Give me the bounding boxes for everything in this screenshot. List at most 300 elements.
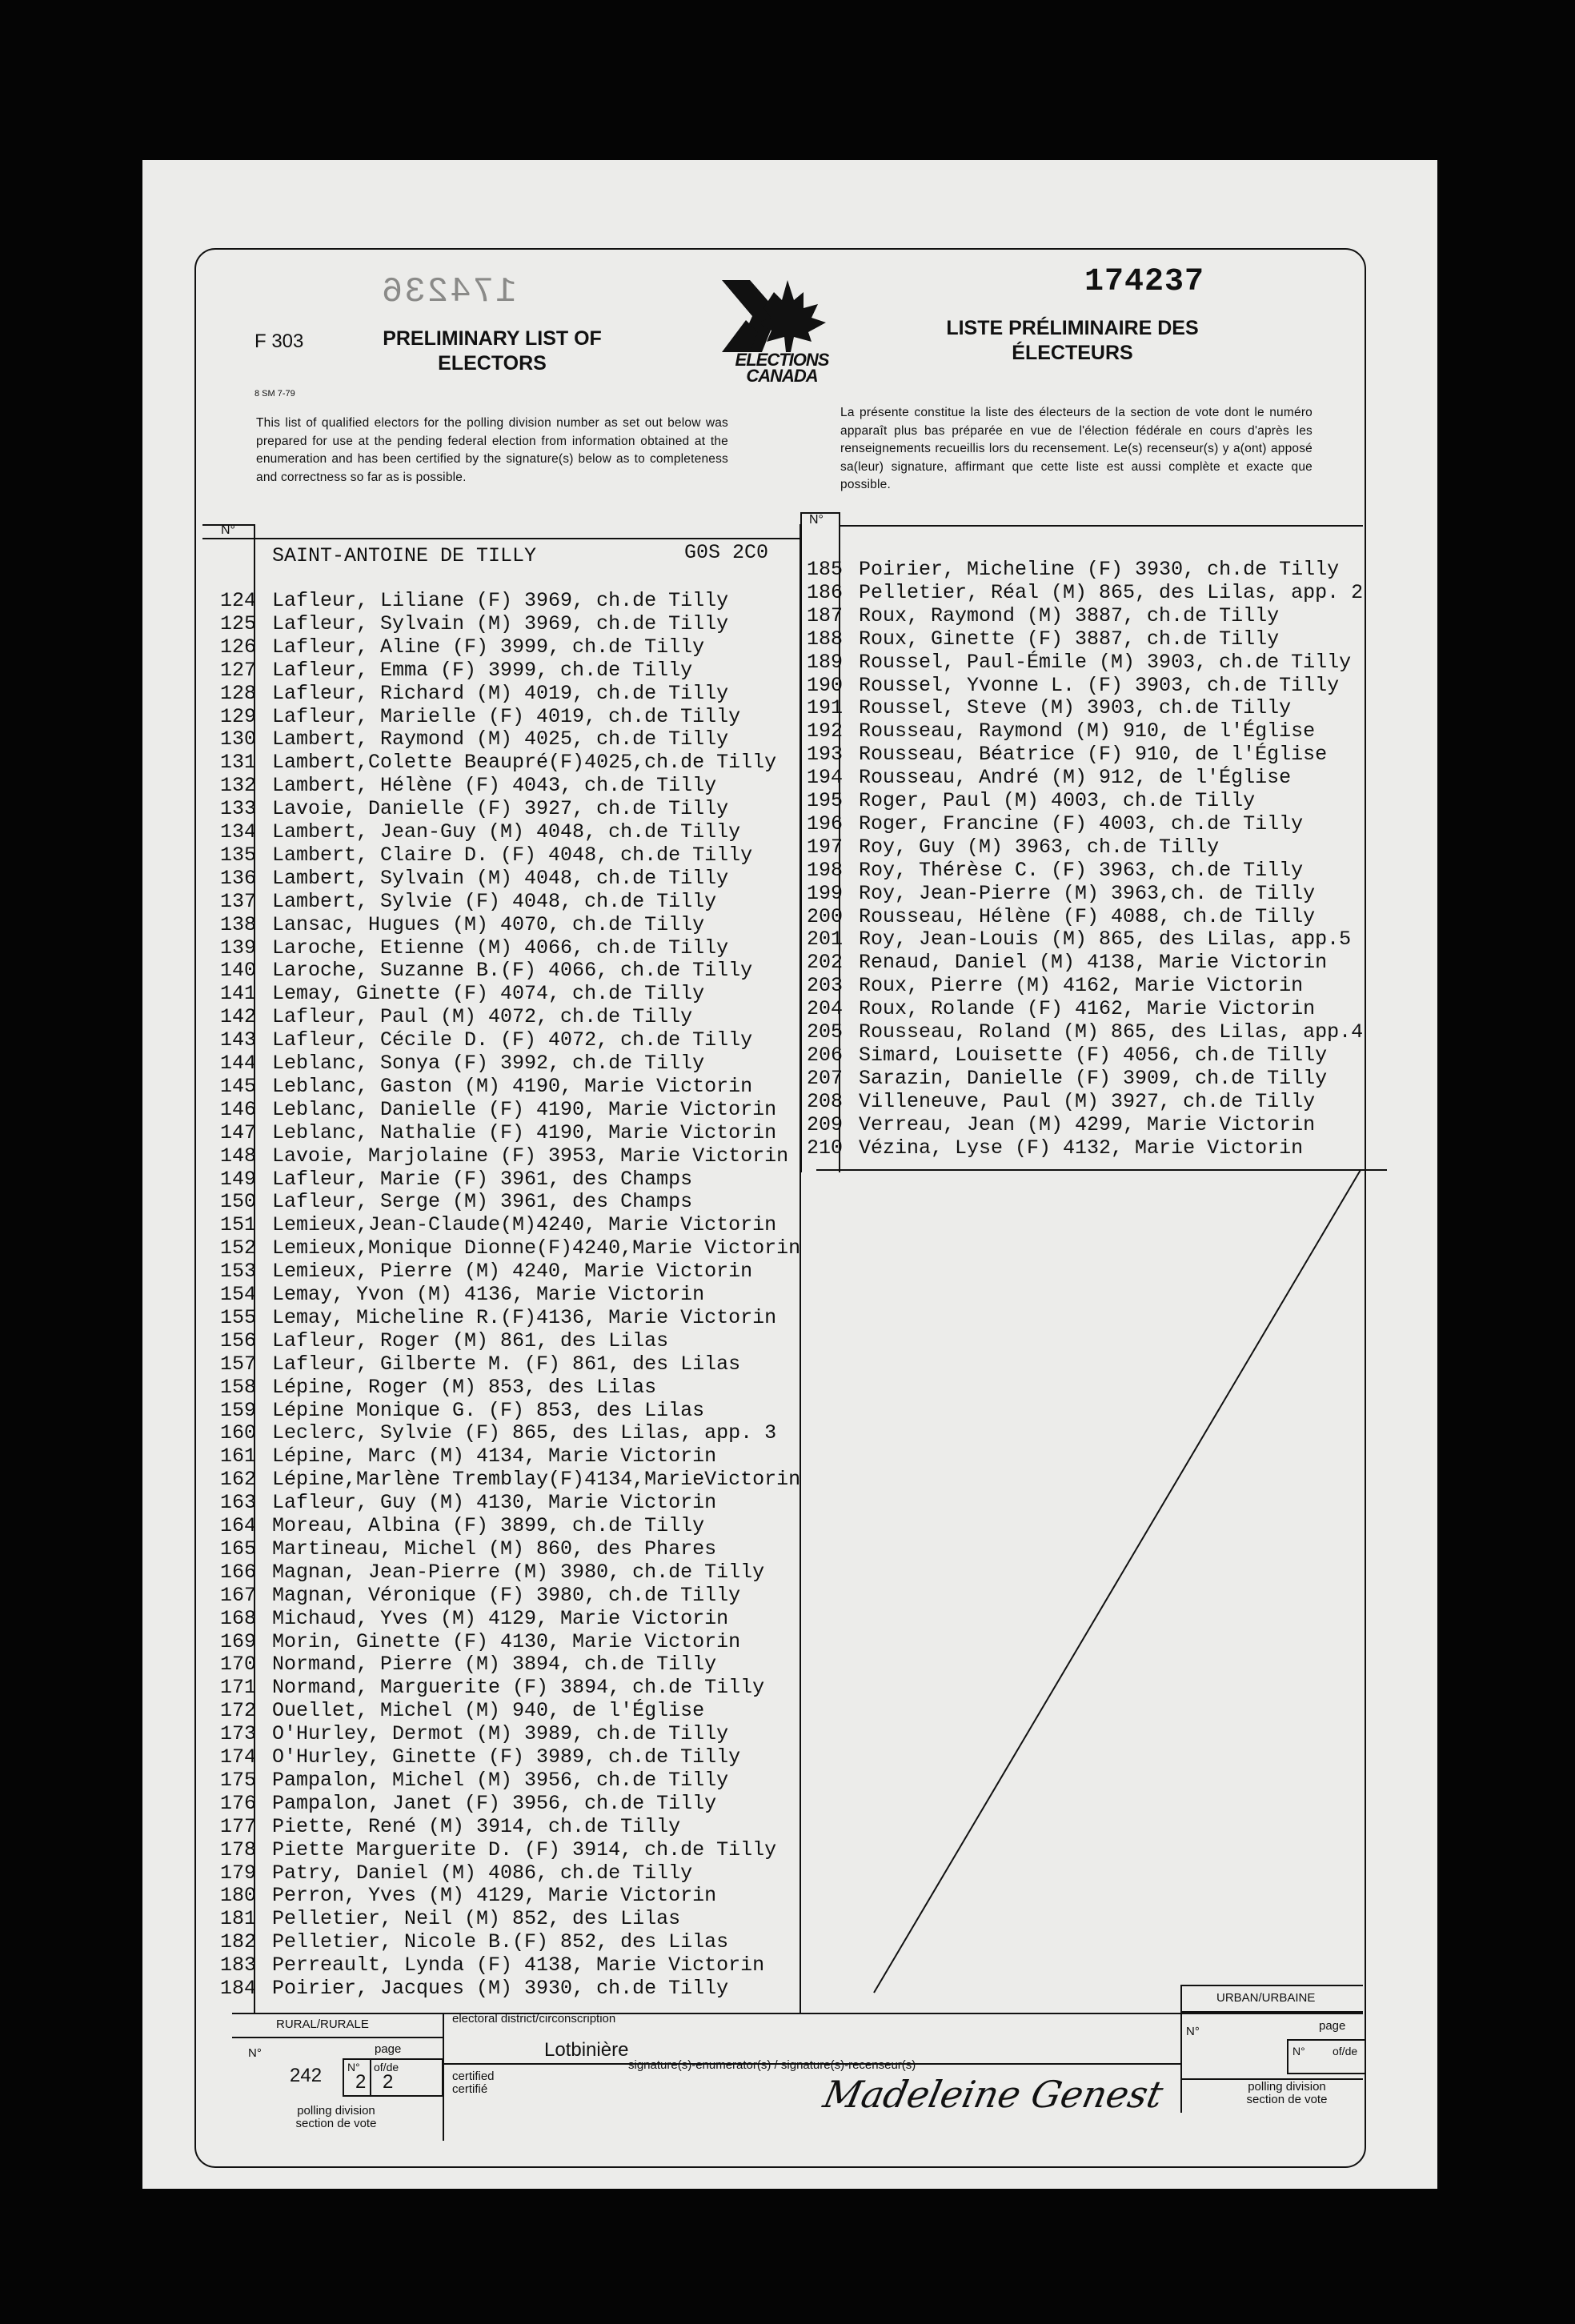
elector-entry: Moreau, Albina (F) 3899, ch.de Tilly — [272, 1514, 705, 1537]
elector-entry: Roy, Thérèse C. (F) 3963, ch.de Tilly — [859, 858, 1304, 882]
elector-entry: Pelletier, Neil (M) 852, des Lilas — [272, 1907, 681, 1931]
elector-number: 132 — [219, 774, 256, 798]
right-number-header: N° — [809, 513, 824, 527]
elector-number: 209 — [806, 1112, 843, 1136]
list-item — [210, 1745, 740, 1769]
elector-entry: Lafleur, Gilberte M. (F) 861, des Lilas — [272, 1352, 741, 1376]
elector-entry: Roussel, Paul-Émile (M) 3903, ch.de Tilly — [859, 650, 1352, 674]
elector-number: 156 — [219, 1328, 256, 1352]
elector-number: 194 — [806, 766, 843, 790]
elector-entry: Lafleur, Marie (F) 3961, des Champs — [272, 1167, 693, 1191]
elector-number: 124 — [219, 589, 256, 612]
list-item — [796, 743, 1327, 766]
notice-french: La présente constitue la liste des électeurs de la section de vote dont le numéro apparaît plus bas préparée en vue de l'élection fédérale en cours d'après les renseignements recueillis lors du recensement. Le(s) recenseur(s) y a(ont) apposé sa(leur) signature, affirmant que cette liste est aussi complète et exacte que possible. — [840, 406, 1312, 491]
list-item — [796, 1136, 1303, 1160]
list-item — [210, 1121, 776, 1144]
elector-number: 195 — [806, 789, 843, 812]
list-item — [210, 612, 728, 635]
list-item — [210, 1468, 800, 1491]
list-item — [210, 820, 740, 843]
list-item — [796, 604, 1279, 627]
rural-no-label: N° — [248, 2046, 262, 2060]
elector-number: 172 — [219, 1699, 256, 1723]
elector-number: 165 — [219, 1537, 256, 1561]
list-item — [796, 812, 1303, 835]
list-item — [210, 913, 704, 936]
elector-entry: O'Hurley, Dermot (M) 3989, ch.de Tilly — [272, 1722, 729, 1746]
elector-entry: Lafleur, Serge (M) 3961, des Champs — [272, 1190, 693, 1214]
title-french: LISTE PRÉLIMINAIRE DES ÉLECTEURS — [946, 317, 1199, 364]
list-item — [210, 751, 776, 774]
list-item — [210, 1028, 752, 1052]
elector-number: 182 — [219, 1930, 256, 1954]
elector-number: 139 — [219, 936, 256, 960]
list-item — [210, 959, 752, 982]
urban-no-label: N° — [1186, 2025, 1200, 2038]
list-item — [210, 705, 740, 728]
elector-entry: Michaud, Yves (M) 4129, Marie Victorin — [272, 1606, 729, 1630]
elector-number: 158 — [219, 1375, 256, 1399]
elector-entry: Lafleur, Marielle (F) 4019, ch.de Tilly — [272, 704, 741, 728]
list-item — [210, 1444, 716, 1468]
list-item — [796, 719, 1315, 743]
elector-entry: Roux, Ginette (F) 3887, ch.de Tilly — [859, 627, 1280, 651]
list-item — [796, 1067, 1327, 1090]
page-box-no-label: N° — [347, 2061, 360, 2074]
certified-label: certified certifié — [452, 2070, 495, 2096]
list-item — [210, 1676, 764, 1699]
page-box-divider — [370, 2058, 371, 2095]
signature-caption: signature(s)-enumerator(s) / signature(s)-recenseur(s) — [628, 2058, 916, 2072]
elector-number: 155 — [219, 1305, 256, 1329]
page-number: 2 — [355, 2071, 367, 2093]
list-item — [796, 1090, 1315, 1113]
elector-entry: Roy, Guy (M) 3963, ch.de Tilly — [859, 835, 1220, 859]
elector-number: 179 — [219, 1861, 256, 1885]
elector-number: 174 — [219, 1745, 256, 1769]
urban-label: URBAN/URBAINE — [1216, 1991, 1316, 2005]
elector-entry: Poirier, Micheline (F) 3930, ch.de Tilly — [859, 558, 1340, 581]
elector-number: 149 — [219, 1167, 256, 1191]
list-item — [210, 1376, 656, 1399]
elector-number: 135 — [219, 843, 256, 867]
rural-page-label: page — [375, 2042, 402, 2056]
elector-entry: Roger, Paul (M) 4003, ch.de Tilly — [859, 789, 1256, 812]
elector-entry: Lambert, Sylvie (F) 4048, ch.de Tilly — [272, 889, 717, 913]
elector-number: 200 — [806, 904, 843, 928]
list-item — [210, 1514, 704, 1537]
list-item — [796, 997, 1315, 1020]
elector-entry: Simard, Louisette (F) 4056, ch.de Tilly — [859, 1043, 1328, 1067]
elector-entry: Verreau, Jean (M) 4299, Marie Victorin — [859, 1112, 1316, 1136]
elector-entry: Lambert,Colette Beaupré(F)4025,ch.de Tilly — [272, 751, 777, 775]
list-item — [210, 1213, 776, 1236]
elector-number: 154 — [219, 1283, 256, 1306]
elector-number: 193 — [806, 743, 843, 767]
elector-number: 202 — [806, 951, 843, 975]
elector-number: 164 — [219, 1514, 256, 1537]
elector-entry: Leblanc, Sonya (F) 3992, ch.de Tilly — [272, 1052, 705, 1075]
elector-number: 141 — [219, 982, 256, 1006]
elector-number: 196 — [806, 811, 843, 835]
elector-number: 137 — [219, 889, 256, 913]
elector-number: 199 — [806, 881, 843, 905]
urban-top-line — [1180, 1985, 1363, 1986]
elector-number: 127 — [219, 658, 256, 682]
list-item — [210, 589, 728, 612]
list-item — [210, 1537, 716, 1561]
list-item — [210, 1838, 776, 1861]
list-item — [210, 1075, 752, 1098]
elector-number: 143 — [219, 1028, 256, 1052]
municipality-name: SAINT-ANTOINE DE TILLY — [272, 544, 537, 567]
elector-number: 186 — [806, 580, 843, 604]
electoral-district-label: electoral district/circonscription — [452, 2012, 616, 2025]
list-item — [796, 581, 1363, 604]
elector-entry: Roussel, Yvonne L. (F) 3903, ch.de Tilly — [859, 673, 1340, 697]
elector-entry: Roux, Rolande (F) 4162, Marie Victorin — [859, 997, 1316, 1021]
elector-number: 148 — [219, 1144, 256, 1168]
elector-entry: Patry, Daniel (M) 4086, ch.de Tilly — [272, 1861, 693, 1885]
elections-canada-logo — [714, 276, 858, 388]
elector-entry: Lafleur, Richard (M) 4019, ch.de Tilly — [272, 681, 729, 705]
elector-entry: Rousseau, André (M) 912, de l'Église — [859, 766, 1292, 790]
elector-number: 173 — [219, 1722, 256, 1746]
elector-number: 146 — [219, 1097, 256, 1121]
elector-entry: Martineau, Michel (M) 860, des Phares — [272, 1537, 717, 1561]
list-item — [210, 1953, 764, 1977]
elector-entry: Lavoie, Danielle (F) 3927, ch.de Tilly — [272, 797, 729, 821]
list-item — [210, 1283, 704, 1306]
elector-number: 171 — [219, 1676, 256, 1700]
elector-entry: Lépine, Marc (M) 4134, Marie Victorin — [272, 1444, 717, 1469]
table-top-line-right — [839, 525, 1363, 527]
urban-polling-label: polling division section de vote — [1246, 2080, 1328, 2106]
elector-entry: Roux, Raymond (M) 3887, ch.de Tilly — [859, 603, 1280, 627]
list-item — [796, 696, 1291, 719]
urban-of-label: of/de — [1333, 2045, 1358, 2058]
list-item — [796, 789, 1255, 812]
list-item — [210, 1098, 776, 1121]
elector-entry: Perreault, Lynda (F) 4138, Marie Victorin — [272, 1953, 765, 1977]
elector-entry: Poirier, Jacques (M) 3930, ch.de Tilly — [272, 1977, 729, 2000]
elector-number: 126 — [219, 635, 256, 659]
elector-entry: Rousseau, Béatrice (F) 910, de l'Église — [859, 743, 1328, 767]
elector-number: 159 — [219, 1398, 256, 1422]
elector-number: 150 — [219, 1190, 256, 1214]
list-item — [210, 635, 704, 659]
elector-number: 125 — [219, 611, 256, 635]
list-item — [210, 1722, 728, 1745]
elector-entry: Lambert, Sylvain (M) 4048, ch.de Tilly — [272, 866, 729, 890]
elector-number: 205 — [806, 1020, 843, 1044]
elector-number: 176 — [219, 1791, 256, 1815]
rural-label: RURAL/RURALE — [276, 2017, 369, 2031]
elector-number: 133 — [219, 797, 256, 821]
elector-entry: Leblanc, Gaston (M) 4190, Marie Victorin — [272, 1074, 753, 1098]
elector-number: 129 — [219, 704, 256, 728]
list-item — [210, 797, 728, 820]
elector-entry: Normand, Pierre (M) 3894, ch.de Tilly — [272, 1653, 717, 1677]
elector-number: 210 — [806, 1136, 843, 1160]
elector-number: 152 — [219, 1236, 256, 1260]
elector-number: 177 — [219, 1814, 256, 1838]
list-item — [796, 766, 1291, 789]
list-item — [210, 1930, 728, 1953]
list-item — [796, 859, 1303, 882]
enumerator-signature: Madeleine Genest — [820, 2073, 1167, 2116]
list-item — [210, 774, 716, 797]
elector-number: 163 — [219, 1491, 256, 1515]
elector-entry: Leblanc, Danielle (F) 4190, Marie Victorin — [272, 1097, 777, 1121]
list-item — [210, 1584, 740, 1607]
urban-underline — [1180, 2011, 1363, 2013]
list-item — [796, 1020, 1363, 1044]
elector-entry: O'Hurley, Ginette (F) 3989, ch.de Tilly — [272, 1745, 741, 1769]
elector-entry: Rousseau, Hélène (F) 4088, ch.de Tilly — [859, 904, 1316, 928]
serial-number: 174237 — [1084, 264, 1205, 300]
elector-entry: Lemieux,Jean-Claude(M)4240, Marie Victorin — [272, 1213, 777, 1237]
elector-number: 206 — [806, 1043, 843, 1067]
elector-entry: Pampalon, Michel (M) 3956, ch.de Tilly — [272, 1768, 729, 1792]
list-item — [796, 974, 1303, 997]
elector-entry: Pampalon, Janet (F) 3956, ch.de Tilly — [272, 1791, 717, 1815]
elector-number: 169 — [219, 1629, 256, 1653]
list-item — [210, 727, 728, 751]
elector-number: 153 — [219, 1260, 256, 1284]
elector-entry: Lépine Monique G. (F) 853, des Lilas — [272, 1398, 705, 1422]
elector-entry: Vézina, Lyse (F) 4132, Marie Victorin — [859, 1136, 1304, 1160]
elector-number: 181 — [219, 1907, 256, 1931]
list-item — [210, 843, 752, 867]
list-item — [796, 1113, 1315, 1136]
elector-number: 128 — [219, 681, 256, 705]
list-item — [210, 1144, 788, 1168]
elector-entry: Laroche, Etienne (M) 4066, ch.de Tilly — [272, 936, 729, 960]
logo-text-canada: CANADA — [746, 366, 818, 386]
urban-page-label: page — [1319, 2019, 1346, 2033]
elector-entry: Lambert, Hélène (F) 4043, ch.de Tilly — [272, 774, 717, 798]
page-of-number: 2 — [383, 2071, 394, 2093]
list-item — [210, 1236, 800, 1260]
elector-entry: Roussel, Steve (M) 3903, ch.de Tilly — [859, 696, 1292, 720]
elector-entry: Lafleur, Liliane (F) 3969, ch.de Tilly — [272, 589, 729, 612]
list-item — [210, 1052, 704, 1075]
elector-entry: Lafleur, Cécile D. (F) 4072, ch.de Tilly — [272, 1028, 753, 1052]
maple-leaf-x-icon — [714, 276, 858, 356]
list-item — [210, 890, 716, 913]
elector-number: 144 — [219, 1052, 256, 1075]
elector-number: 208 — [806, 1089, 843, 1113]
elector-number: 187 — [806, 603, 843, 627]
elector-entry: Morin, Ginette (F) 4130, Marie Victorin — [272, 1629, 741, 1653]
left-number-header: N° — [221, 523, 235, 537]
notice-english: This list of qualified electors for the polling division number as set out below was prepared for use at the pending federal election from information obtained at the enumeration and has been certified by the signature(s) below as to completeness and correctness so far as is possible. — [256, 416, 728, 484]
void-diagonal-line — [872, 1168, 1369, 1997]
elector-entry: Roux, Pierre (M) 4162, Marie Victorin — [859, 974, 1304, 998]
elector-entry: Lansac, Hugues (M) 4070, ch.de Tilly — [272, 912, 705, 936]
list-item — [210, 1699, 704, 1722]
table-top-line-left — [202, 538, 800, 539]
list-item — [796, 651, 1351, 674]
elector-number: 188 — [806, 627, 843, 651]
list-item — [796, 1044, 1327, 1067]
elector-entry: Pelletier, Nicole B.(F) 852, des Lilas — [272, 1930, 729, 1954]
list-item — [796, 951, 1327, 974]
form-code: F 303 — [254, 331, 304, 352]
elector-number: 189 — [806, 650, 843, 674]
elector-number: 190 — [806, 673, 843, 697]
elector-number: 198 — [806, 858, 843, 882]
list-item — [210, 1653, 716, 1676]
list-item — [210, 1399, 704, 1422]
elector-number: 168 — [219, 1606, 256, 1630]
elector-entry: Lafleur, Guy (M) 4130, Marie Victorin — [272, 1491, 717, 1515]
polling-division-label: polling division section de vote — [295, 2104, 377, 2130]
list-item — [210, 1630, 740, 1653]
elector-number: 134 — [219, 820, 256, 843]
list-item — [210, 1815, 680, 1838]
elector-entry: Lafleur, Sylvain (M) 3969, ch.de Tilly — [272, 611, 729, 635]
elector-number: 147 — [219, 1120, 256, 1144]
elector-number: 160 — [219, 1421, 256, 1445]
elector-entry: Lafleur, Roger (M) 861, des Lilas — [272, 1328, 669, 1352]
elector-number: 183 — [219, 1953, 256, 1977]
list-item — [796, 905, 1315, 928]
list-item — [210, 1329, 668, 1352]
elector-entry: Lambert, Jean-Guy (M) 4048, ch.de Tilly — [272, 820, 741, 843]
electoral-district-value: Lotbinière — [544, 2039, 629, 2061]
list-item — [796, 928, 1351, 951]
list-item — [210, 1306, 776, 1329]
elector-entry: Lafleur, Emma (F) 3999, ch.de Tilly — [272, 658, 693, 682]
footer-top-line — [232, 2013, 1363, 2014]
elector-entry: Leblanc, Nathalie (F) 4190, Marie Victorin — [272, 1120, 777, 1144]
elector-entry: Magnan, Véronique (F) 3980, ch.de Tilly — [272, 1583, 741, 1607]
list-item — [210, 1190, 692, 1213]
list-item — [796, 674, 1339, 697]
elector-number: 167 — [219, 1583, 256, 1607]
list-item — [210, 659, 692, 682]
elector-entry: Lépine, Roger (M) 853, des Lilas — [272, 1375, 657, 1399]
elector-number: 204 — [806, 997, 843, 1021]
elector-entry: Magnan, Jean-Pierre (M) 3980, ch.de Tilly — [272, 1560, 765, 1584]
elector-entry: Lemay, Ginette (F) 4074, ch.de Tilly — [272, 982, 705, 1006]
elector-entry: Lépine,Marlène Tremblay(F)4134,MarieVictorin — [272, 1468, 801, 1492]
elector-entry: Renaud, Daniel (M) 4138, Marie Victorin — [859, 951, 1328, 975]
elector-entry: Lemieux, Pierre (M) 4240, Marie Victorin — [272, 1260, 753, 1284]
elector-number: 161 — [219, 1444, 256, 1469]
list-item — [210, 867, 728, 890]
elector-entry: Lafleur, Aline (F) 3999, ch.de Tilly — [272, 635, 705, 659]
list-item — [210, 1792, 716, 1815]
elector-number: 197 — [806, 835, 843, 859]
elector-number: 184 — [219, 1977, 256, 2000]
elector-number: 157 — [219, 1352, 256, 1376]
elector-number: 145 — [219, 1074, 256, 1098]
postal-code: G0S 2C0 — [684, 541, 769, 564]
list-item — [210, 682, 728, 705]
elector-number: 170 — [219, 1653, 256, 1677]
logo-text-elections: ELECTIONS — [735, 350, 829, 370]
elector-entry: Ouellet, Michel (M) 940, de l'Église — [272, 1699, 705, 1723]
list-item — [210, 1421, 776, 1444]
elector-number: 136 — [219, 866, 256, 890]
elector-number: 191 — [806, 696, 843, 720]
list-item — [210, 1491, 716, 1514]
elector-number: 142 — [219, 1005, 256, 1029]
urban-page-no-label: N° — [1292, 2045, 1305, 2058]
elector-number: 138 — [219, 912, 256, 936]
elector-number: 151 — [219, 1213, 256, 1237]
polling-division-number: 242 — [290, 2065, 323, 2086]
list-item — [210, 1861, 692, 1885]
elector-entry: Lambert, Raymond (M) 4025, ch.de Tilly — [272, 727, 729, 751]
page-of-label: of/de — [374, 2061, 399, 2074]
elector-entry: Lafleur, Paul (M) 4072, ch.de Tilly — [272, 1005, 693, 1029]
list-item — [210, 1607, 728, 1630]
elector-entry: Roy, Jean-Louis (M) 865, des Lilas, app.5 — [859, 928, 1352, 952]
elector-number: 130 — [219, 727, 256, 751]
list-item — [210, 1168, 692, 1191]
elector-number: 175 — [219, 1768, 256, 1792]
rural-underline — [232, 2037, 443, 2038]
elector-number: 203 — [806, 974, 843, 998]
title-english: PRELIMINARY LIST OF ELECTORS — [383, 327, 602, 375]
list-item — [210, 1561, 764, 1584]
elector-entry: Roy, Jean-Pierre (M) 3963,ch. de Tilly — [859, 881, 1316, 905]
elector-number: 166 — [219, 1560, 256, 1584]
elector-entry: Normand, Marguerite (F) 3894, ch.de Tilly — [272, 1676, 765, 1700]
elector-entry: Lambert, Claire D. (F) 4048, ch.de Tilly — [272, 843, 753, 867]
elector-number: 180 — [219, 1884, 256, 1908]
elector-entry: Lemay, Micheline R.(F)4136, Marie Victorin — [272, 1305, 777, 1329]
list-item — [210, 1884, 716, 1907]
elector-entry: Lemieux,Monique Dionne(F)4240,Marie Victorin — [272, 1236, 801, 1260]
elector-number: 140 — [219, 959, 256, 983]
list-item — [796, 882, 1315, 905]
elector-number: 185 — [806, 558, 843, 581]
list-item — [210, 1977, 728, 2000]
list-item — [796, 627, 1279, 651]
list-item — [210, 1260, 752, 1283]
form-date: 8 SM 7-79 — [254, 389, 295, 399]
elector-entry: Lemay, Yvon (M) 4136, Marie Victorin — [272, 1283, 705, 1306]
elector-entry: Rousseau, Raymond (M) 910, de l'Église — [859, 719, 1316, 743]
list-item — [210, 1769, 728, 1792]
list-item — [210, 1005, 692, 1028]
mirrored-stamp: 174236 — [380, 272, 517, 312]
list-item — [210, 936, 728, 960]
footer-divider-right — [1180, 1985, 1182, 2113]
elector-entry: Piette, René (M) 3914, ch.de Tilly — [272, 1814, 681, 1838]
list-item — [210, 982, 704, 1005]
elector-entry: Roger, Francine (F) 4003, ch.de Tilly — [859, 811, 1304, 835]
elector-entry: Perron, Yves (M) 4129, Marie Victorin — [272, 1884, 717, 1908]
elector-number: 162 — [219, 1468, 256, 1492]
elector-number: 192 — [806, 719, 843, 743]
elector-entry: Pelletier, Réal (M) 865, des Lilas, app. 2 — [859, 580, 1364, 604]
elector-entry: Villeneuve, Paul (M) 3927, ch.de Tilly — [859, 1089, 1316, 1113]
elector-entry: Leclerc, Sylvie (F) 865, des Lilas, app. 3 — [272, 1421, 777, 1445]
list-item — [210, 1907, 680, 1930]
list-item — [210, 1352, 740, 1376]
elector-entry: Piette Marguerite D. (F) 3914, ch.de Tilly — [272, 1837, 777, 1861]
elector-number: 131 — [219, 751, 256, 775]
list-item — [796, 835, 1219, 859]
elector-entry: Laroche, Suzanne B.(F) 4066, ch.de Tilly — [272, 959, 753, 983]
elector-entry: Sarazin, Danielle (F) 3909, ch.de Tilly — [859, 1066, 1328, 1090]
